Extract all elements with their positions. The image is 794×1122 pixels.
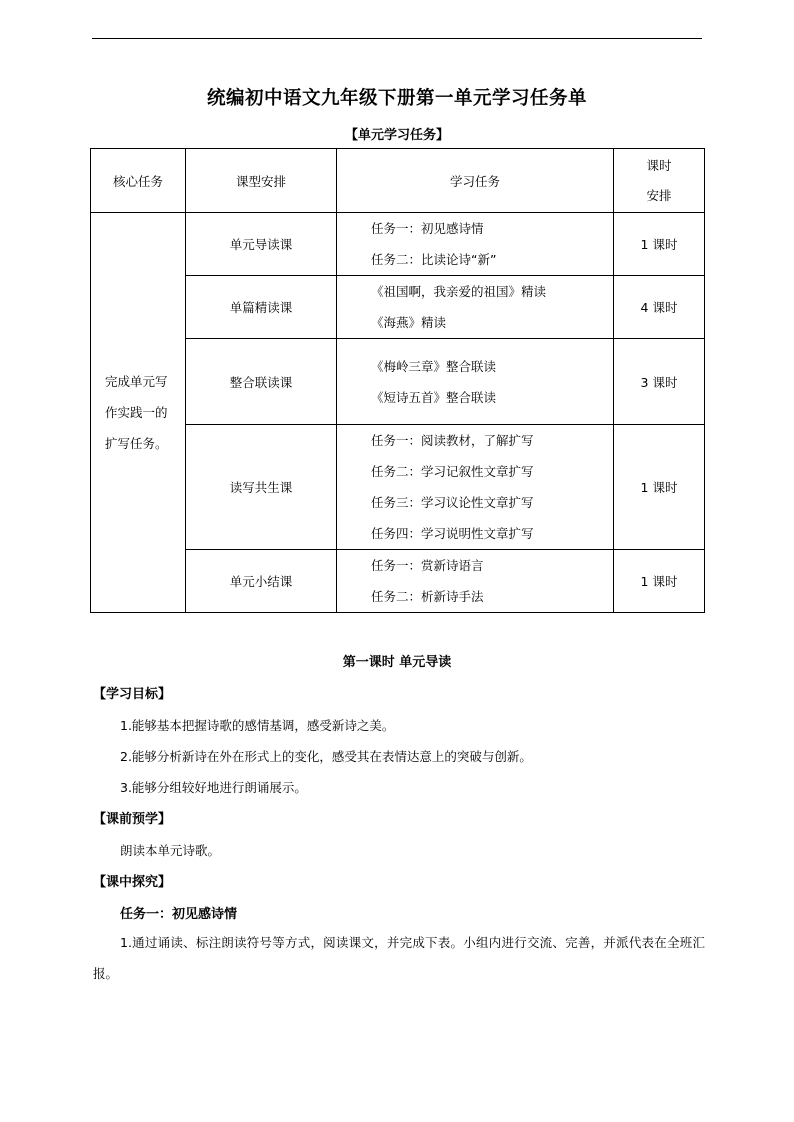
header-rule	[92, 38, 702, 39]
lesson-type-cell: 整合联读课	[186, 339, 337, 425]
hours-cell: 4 课时	[614, 276, 705, 339]
lesson-type-cell: 读写共生课	[186, 425, 337, 550]
learning-tasks-cell: 《祖国啊，我亲爱的祖国》精读 《海燕》精读	[337, 276, 614, 339]
table-row	[91, 213, 705, 276]
preview-heading: 【课前预学】	[93, 812, 172, 827]
hours-cell: 3 课时	[614, 339, 705, 425]
lesson-type-cell: 单篇精读课	[186, 276, 337, 339]
header-learning-tasks: 学习任务	[337, 149, 614, 213]
learning-tasks-cell: 任务一：赏新诗语言 任务二：析新诗手法	[337, 550, 614, 613]
objective-item: 1.能够基本把握诗歌的感情基调，感受新诗之美。	[120, 718, 395, 733]
objective-item: 2.能够分析新诗在外在形式上的变化，感受其在表情达意上的突破与创新。	[120, 749, 532, 764]
lesson-type-cell: 单元小结课	[186, 550, 337, 613]
unit-task-table	[90, 148, 705, 613]
lesson-title: 第一课时 单元导读	[342, 655, 452, 670]
objective-item: 3.能够分组较好地进行朗诵展示。	[120, 780, 307, 795]
hours-cell: 1 课时	[614, 550, 705, 613]
task1-title: 任务一：初见感诗情	[120, 907, 238, 922]
hours-cell: 1 课时	[614, 213, 705, 276]
table-caption: 【单元学习任务】	[344, 128, 449, 143]
header-lesson-type: 课型安排	[186, 149, 337, 213]
preview-text: 朗读本单元诗歌。	[120, 843, 221, 858]
objectives-heading: 【学习目标】	[93, 687, 172, 702]
document-title: 统编初中语文九年级下册第一单元学习任务单	[206, 88, 587, 109]
lesson-type-cell: 单元导读课	[186, 213, 337, 276]
task1-text: 1.通过诵读、标注朗读符号等方式，阅读课文，并完成下表。小组内进行交流、完善，并派代表在全班汇报。	[93, 935, 705, 981]
table-header-row	[91, 149, 705, 213]
inquiry-heading: 【课中探究】	[93, 875, 172, 890]
core-task-cell: 完成单元写 作实践一的 扩写任务。	[91, 213, 186, 613]
learning-tasks-cell: 任务一：初见感诗情 任务二：比读论诗“新”	[337, 213, 614, 276]
header-hours: 课时 安排	[614, 149, 705, 213]
header-core-task: 核心任务	[91, 149, 186, 213]
hours-cell: 1 课时	[614, 425, 705, 550]
learning-tasks-cell: 任务一：阅读教材，了解扩写 任务二：学习记叙性文章扩写 任务三：学习议论性文章扩写 任务四：学习说明性文章扩写	[337, 425, 614, 550]
learning-tasks-cell: 《梅岭三章》整合联读 《短诗五首》整合联读	[337, 339, 614, 425]
